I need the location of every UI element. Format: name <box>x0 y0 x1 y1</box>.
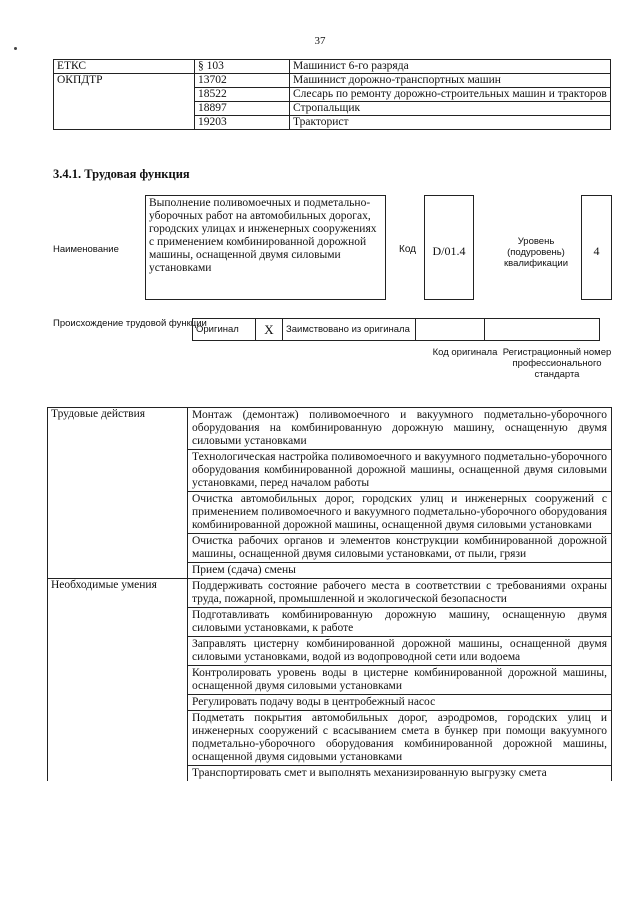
skill-item: Регулировать подачу воды в центробежный насос <box>188 695 612 711</box>
original-label: Оригинал <box>193 319 256 341</box>
table-row <box>54 74 611 88</box>
labor-action-item: Монтаж (демонтаж) поливомоечного и вакуумного подметально-уборочного оборудования на комбинированную дорожную машину, оснащенную двумя силовыми установками <box>188 408 612 450</box>
classifier-code: § 103 <box>195 60 290 74</box>
classifier-name: ОКПДТР <box>54 74 195 88</box>
origin-table <box>192 318 600 341</box>
table-row <box>48 563 612 579</box>
table-row <box>54 102 611 116</box>
table-row <box>54 88 611 102</box>
labor-action-item: Технологическая настройка поливомоечного и вакуумного подметально-уборочного оборудования комбинированной дорожной машины, оснащенной двумя силовыми установками, перед началом работы <box>188 450 612 492</box>
skill-item: Контролировать уровень воды в цистерне комбинированной дорожной машины, оснащенной двумя силовыми установками <box>188 666 612 695</box>
label-spacer <box>48 766 188 782</box>
reg-caption: Регистрационный номер профессионального стандарта <box>502 347 612 380</box>
classifier-code: 18897 <box>195 102 290 116</box>
original-mark: X <box>256 319 283 341</box>
section-title: 3.4.1. Трудовая функция <box>53 167 190 181</box>
label-spacer <box>48 492 188 534</box>
code-label: Код <box>399 244 417 255</box>
classifier-code: 19203 <box>195 116 290 130</box>
table-row <box>48 492 612 534</box>
skill-item: Заправлять цистерну комбинированной дорожной машины, оснащенной двумя силовыми установками, водой из водопроводной сети или водоема <box>188 637 612 666</box>
table-row <box>54 116 611 130</box>
skill-item: Подготавливать комбинированную дорожную машину, оснащенную двумя силовыми установками, к работе <box>188 608 612 637</box>
label-spacer <box>48 695 188 711</box>
label-spacer <box>48 534 188 563</box>
label-spacer <box>48 637 188 666</box>
page-number: 37 <box>314 35 326 47</box>
table-row <box>48 608 612 637</box>
classification-table <box>53 59 611 130</box>
function-name: Выполнение поливомоечных и подметально-уборочных работ на автомобильных дорогах, городских улицах и инженерных сооружениях с применением комбинированной дорожной машины, оснащенной двумя силовыми установками <box>145 195 386 300</box>
table-row <box>48 637 612 666</box>
table-row <box>48 450 612 492</box>
table-row <box>48 408 612 450</box>
labor-actions-label: Трудовые действия <box>48 408 188 450</box>
labor-action-item: Очистка автомобильных дорог, городских улиц и инженерных сооружений с применением поливомоечного и вакуумного подметально-уборочного оборудования комбинированной дорожной машины, оснащенной двумя силовыми установками <box>188 492 612 534</box>
classifier-title: Тракторист <box>290 116 611 130</box>
level-label: Уровень (подуровень) квалификации <box>503 236 569 269</box>
origin-label: Происхождение трудовой функции <box>53 318 207 329</box>
table-row <box>48 579 612 608</box>
classifier-name <box>54 116 195 130</box>
classifier-name <box>54 102 195 116</box>
table-row <box>48 666 612 695</box>
function-details-table <box>47 407 612 781</box>
table-row <box>193 319 600 341</box>
skill-item: Подметать покрытия автомобильных дорог, аэродромов, городских улиц и инженерных сооружений с всасыванием смета в бункер при помощи вакуумного подметально-уборочного оборудования комбинированной дорожной машины, оснащенной двумя сидовыми установками <box>188 711 612 766</box>
classifier-title: Слесарь по ремонту дорожно-строительных машин и тракторов <box>290 88 611 102</box>
label-spacer <box>48 450 188 492</box>
function-code: D/01.4 <box>424 195 474 300</box>
labor-action-item: Очистка рабочих органов и элементов конструкции комбинированной дорожной машины, оснащенной двумя силовыми установками, от пыли, грязи <box>188 534 612 563</box>
table-row <box>48 534 612 563</box>
original-code-cell <box>416 319 485 341</box>
reg-number-cell <box>485 319 600 341</box>
classifier-name: ЕТКС <box>54 60 195 74</box>
classifier-code: 13702 <box>195 74 290 88</box>
name-label: Наименование <box>53 244 119 255</box>
labor-action-item: Прием (сдача) смены <box>188 563 612 579</box>
classifier-title: Машинист 6-го разряда <box>290 60 611 74</box>
borrowed-label: Заимствовано из оригинала <box>283 319 416 341</box>
scan-speck <box>14 47 17 50</box>
label-spacer <box>48 608 188 637</box>
label-spacer <box>48 666 188 695</box>
qualification-level: 4 <box>581 195 612 300</box>
table-row <box>48 695 612 711</box>
classifier-code: 18522 <box>195 88 290 102</box>
classifier-title: Машинист дорожно-транспортных машин <box>290 74 611 88</box>
table-row <box>54 60 611 74</box>
code-caption: Код оригинала <box>432 347 498 358</box>
skill-item: Поддерживать состояние рабочего места в соответствии с требованиями охраны труда, пожарной, промышленной и экологической безопасности <box>188 579 612 608</box>
skill-item: Транспортировать смет и выполнять механизированную выгрузку смета <box>188 766 612 782</box>
table-row <box>48 711 612 766</box>
required-skills-label: Необходимые умения <box>48 579 188 608</box>
classifier-name <box>54 88 195 102</box>
classifier-title: Стропальщик <box>290 102 611 116</box>
label-spacer <box>48 711 188 766</box>
label-spacer <box>48 563 188 579</box>
table-row <box>48 766 612 782</box>
